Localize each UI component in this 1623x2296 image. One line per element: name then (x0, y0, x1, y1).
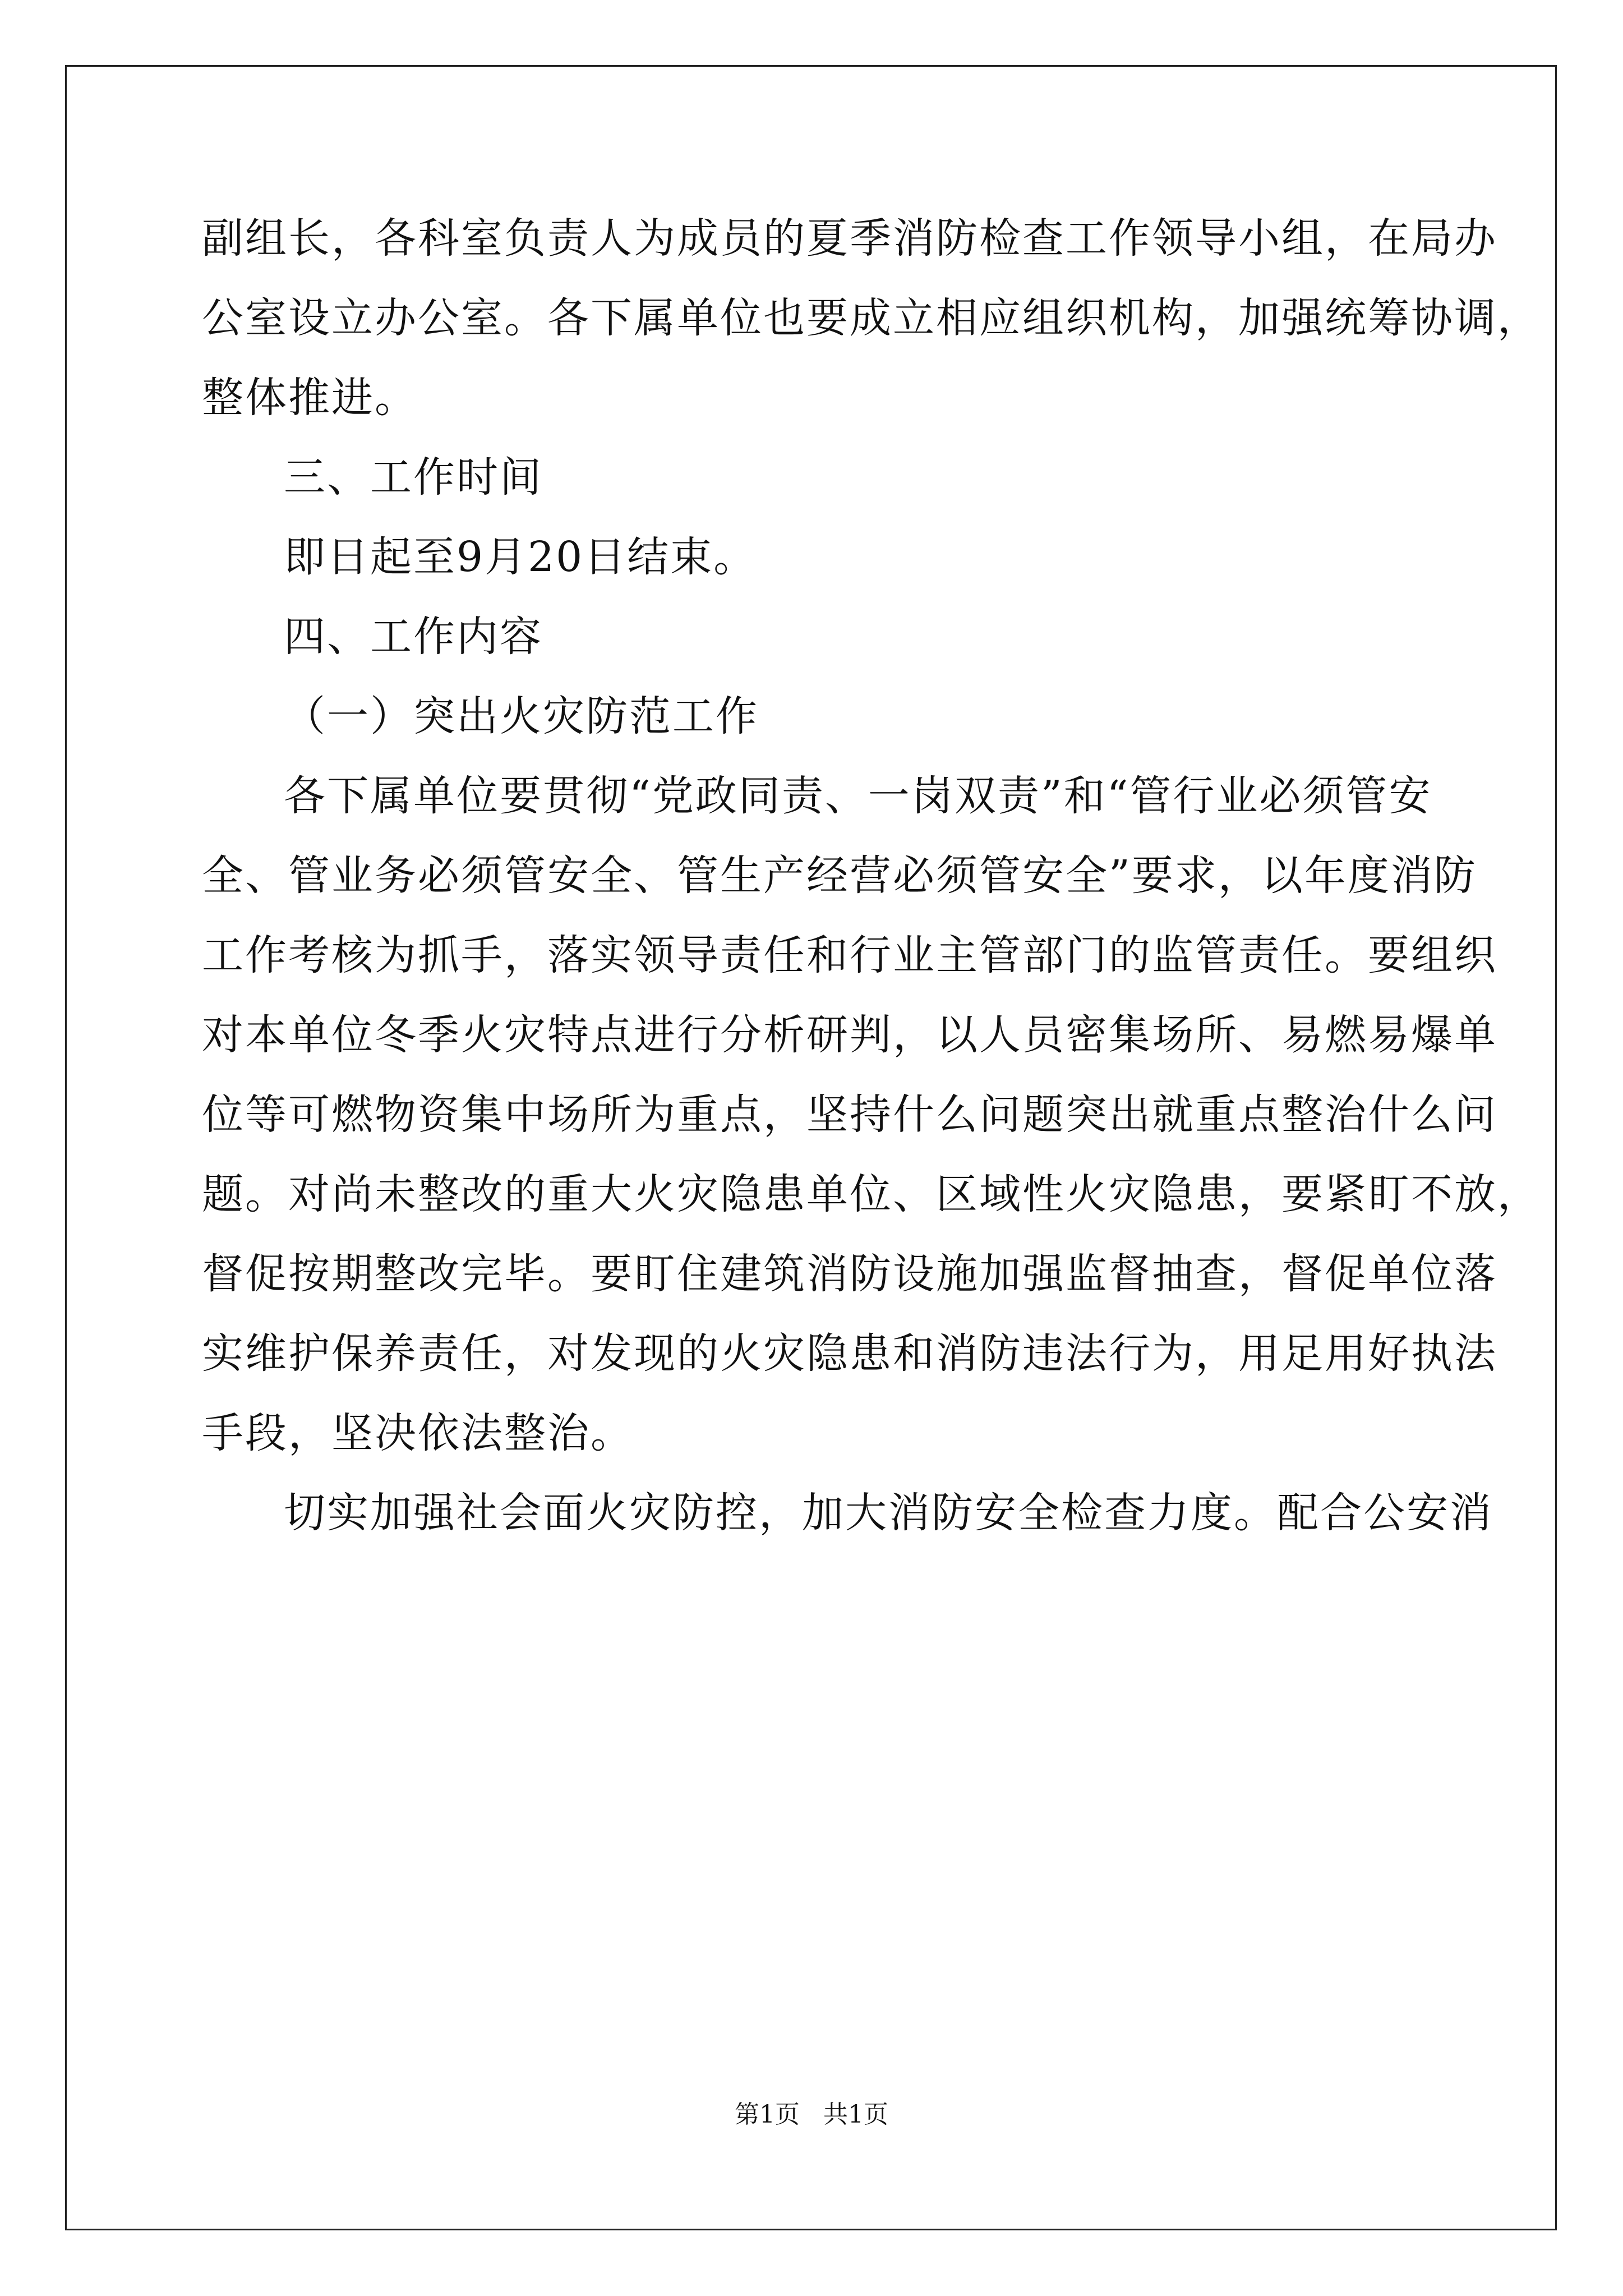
text-line: 题。对尚未整改的重大火灾隐患单位、区域性火灾隐患，要紧盯不放， (202, 1170, 1541, 1218)
text-line: 副组长，各科室负责人为成员的夏季消防检查工作领导小组，在局办 (202, 214, 1497, 263)
text-line: 位等可燃物资集中场所为重点，坚持什么问题突出就重点整治什么问 (202, 1091, 1497, 1139)
text-line: 切实加强社会面火灾防控，加大消防安全检查力度。配合公安消 (284, 1489, 1493, 1537)
page-number-footer: 第1页 共1页 (735, 2100, 888, 2129)
text-line: 公室设立办公室。各下属单位也要成立相应组织机构，加强统筹协调， (202, 294, 1541, 342)
text-line: 各下属单位要贯彻“党政同责、一岗双责”和“管行业必须管安 (284, 772, 1432, 820)
text-line: 手段，坚决依法整治。 (202, 1409, 634, 1457)
section-heading: 三、工作时间 (284, 453, 543, 501)
text-line: 督促按期整改完毕。要盯住建筑消防设施加强监督抽查，督促单位落 (202, 1250, 1497, 1298)
text-line: 整体推进。 (202, 374, 418, 422)
text-line: 即日起至9月20日结束。 (284, 533, 757, 581)
text-line: 对本单位冬季火灾特点进行分析研判，以人员密集场所、易燃易爆单 (202, 1011, 1497, 1059)
subsection-heading: （一）突出火灾防范工作 (284, 692, 759, 740)
text-line: 工作考核为抓手，落实领导责任和行业主管部门的监管责任。要组织 (202, 931, 1497, 979)
text-line: 实维护保养责任，对发现的火灾隐患和消防违法行为，用足用好执法 (202, 1329, 1497, 1378)
section-heading: 四、工作内容 (284, 613, 543, 661)
text-line: 全、管业务必须管安全、管生产经营必须管安全”要求，以年度消防 (202, 852, 1477, 900)
